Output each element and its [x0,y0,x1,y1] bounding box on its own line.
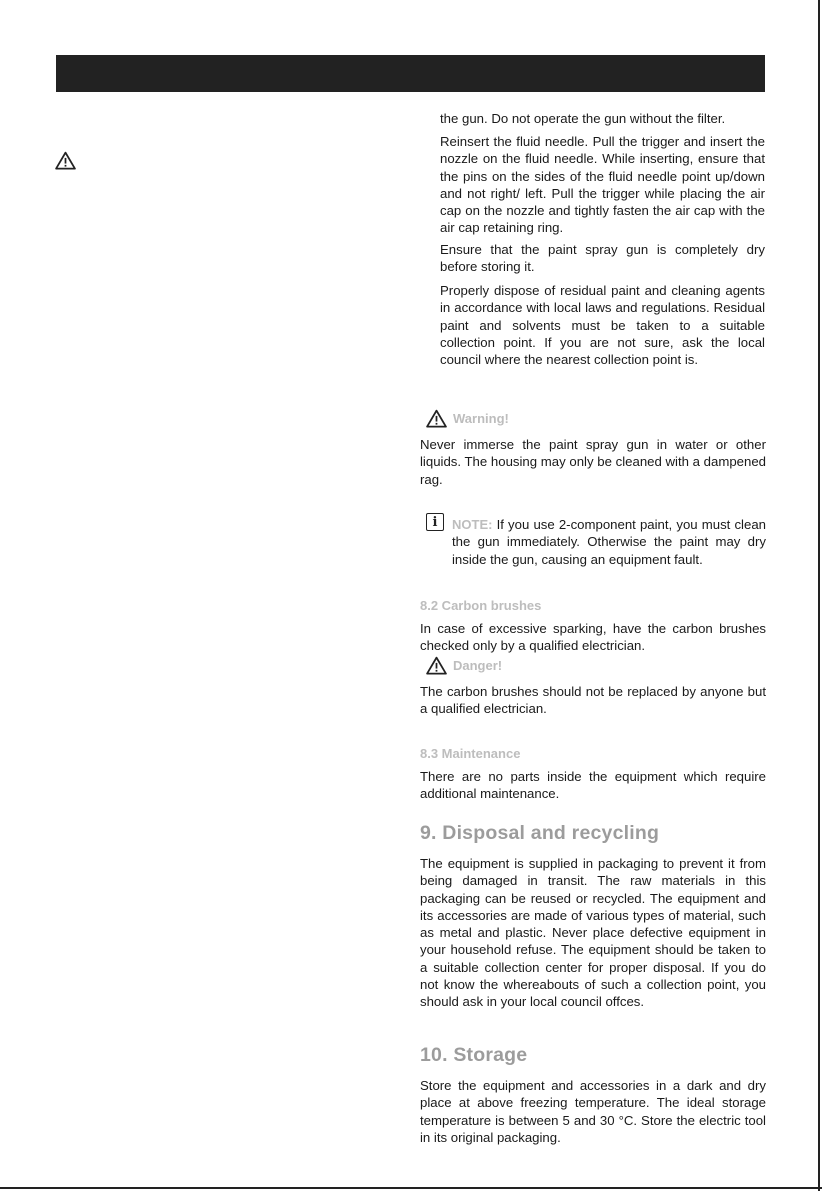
header-bar [56,55,765,92]
storage-heading: 10. Storage [420,1044,528,1066]
disposal-text: The equipment is supplied in packaging to prevent it from being damaged in transit. The raw materials in this packaging can be reused or recycled. The equipment and its accessories are made of various types of material, such as metal and plastic. Never place defective equipment in your household refuse. The equipment should be taken to a suitable collection center for proper disposal. If you do not know the whereabouts of such a collection point, you should ask in your local council offces. [420,856,766,1010]
warning-text: Never immerse the paint spray gun in water or other liquids. The housing may only be cleaned with a dampened rag. [420,437,766,487]
step-dry: Ensure that the paint spray gun is completely dry before storing it. [440,242,765,275]
warning-triangle-icon [55,151,76,170]
page-border-bottom [0,1187,822,1189]
carbon-brushes-text: In case of excessive sparking, have the carbon brushes checked only by a qualified electrician. [420,621,766,654]
disposal-heading: 9. Disposal and recycling [420,822,660,844]
maintenance-text: There are no parts inside the equipment which require additional maintenance. [420,769,766,802]
warning-heading [426,409,509,428]
note-text: NOTE: If you use 2-component paint, you must clean the gun immediately. Otherwise the paint may dry inside the gun, causing an equipment fault. [452,517,766,567]
danger-text: The carbon brushes should not be replaced by anyone but a qualified electrician. [420,684,766,717]
danger-title: Danger! [453,658,503,673]
warning-triangle-icon [426,409,447,428]
storage-text: Store the equipment and accessories in a dark and dry place at above freezing temperature. The ideal storage temperature is between 5 and 30 °C. Store the electric tool in its original packaging. [420,1078,766,1145]
carbon-brushes-heading: 8.2 Carbon brushes [420,598,542,613]
note-block [426,513,444,531]
danger-triangle-icon [426,656,447,675]
step-filter-tail: the gun. Do not operate the gun without the filter. [440,111,726,126]
maintenance-heading: 8.3 Maintenance [420,746,521,761]
danger-heading [426,656,502,675]
step-dispose: Properly dispose of residual paint and cleaning agents in accordance with local laws and regulations. Residual paint and solvents must be taken to a suitable collection point. If you are not sure, ask the local council where the nearest collection point is. [440,283,765,368]
page-border-right [818,0,820,1191]
note-label: NOTE: [452,517,493,532]
info-icon: i [426,513,444,531]
step-reinsert: Reinsert the fluid needle. Pull the trigger and insert the nozzle on the fluid needle. While inserting, ensure that the pins on the sides of the fluid needle point up/down and not right/ left. Pull the trigger while placing the air cap on the nozzle and tightly fasten the air cap with the air cap retaining ring. [440,134,765,236]
warning-title: Warning! [453,411,509,426]
